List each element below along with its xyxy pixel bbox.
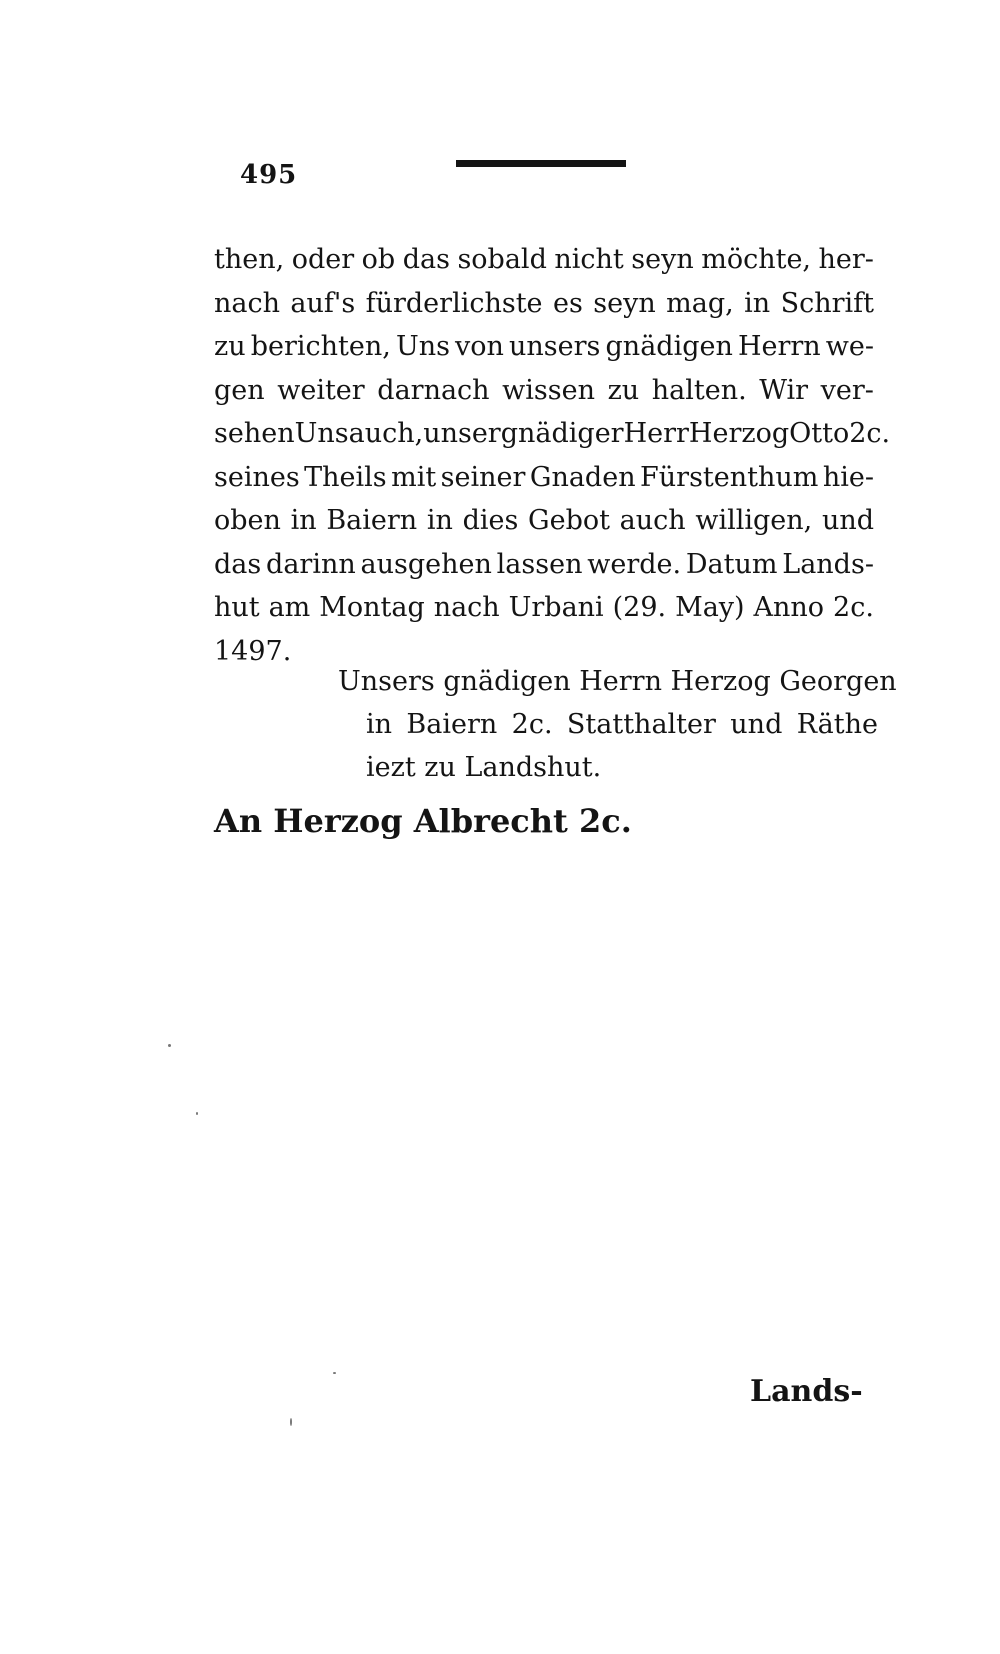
text-line: gen weiter darnach wissen zu halten. Wir ver- — [214, 374, 874, 406]
body-text — [214, 238, 891, 673]
text-line: hut am Montag nach Urbani (29. May) Anno 2c. — [214, 592, 874, 623]
text-line: das darinn ausgehen lassen werde. Datum Lands- — [214, 548, 874, 580]
text-line: zu berichten, Uns von unsers gnädigen Herrn we- — [214, 331, 874, 362]
signature-line: iezt zu Landshut. — [366, 752, 602, 783]
paper-speck — [168, 1044, 171, 1047]
addressee: An Herzog Albrecht 2c. — [214, 802, 632, 840]
page-number: 495 — [240, 160, 298, 190]
paper-speck — [333, 1372, 336, 1374]
signature-block — [338, 660, 897, 789]
text-line: oben in Baiern in dies Gebot auch willigen, und — [214, 505, 874, 536]
signature-line: in Baiern 2c. Statthalter und Räthe — [366, 709, 878, 740]
text-line: then, oder ob das sobald nicht seyn möchte, her- — [214, 244, 874, 275]
signature-line: Unsers gnädigen Herrn Herzog Georgen — [338, 666, 897, 697]
catchword: Lands- — [750, 1374, 863, 1409]
paper-speck — [196, 1112, 198, 1115]
paper-speck — [290, 1418, 292, 1426]
text-line: sehen Uns auch, unser gnädiger Herr Herzog Otto 2c. — [214, 418, 891, 449]
text-line: nach auf's fürderlichste es seyn mag, in Schrift — [214, 287, 874, 319]
header-rule — [456, 160, 626, 167]
text-line: seines Theils mit seiner Gnaden Fürstenthum hie- — [214, 461, 874, 493]
text-line: 1497. — [214, 635, 292, 667]
